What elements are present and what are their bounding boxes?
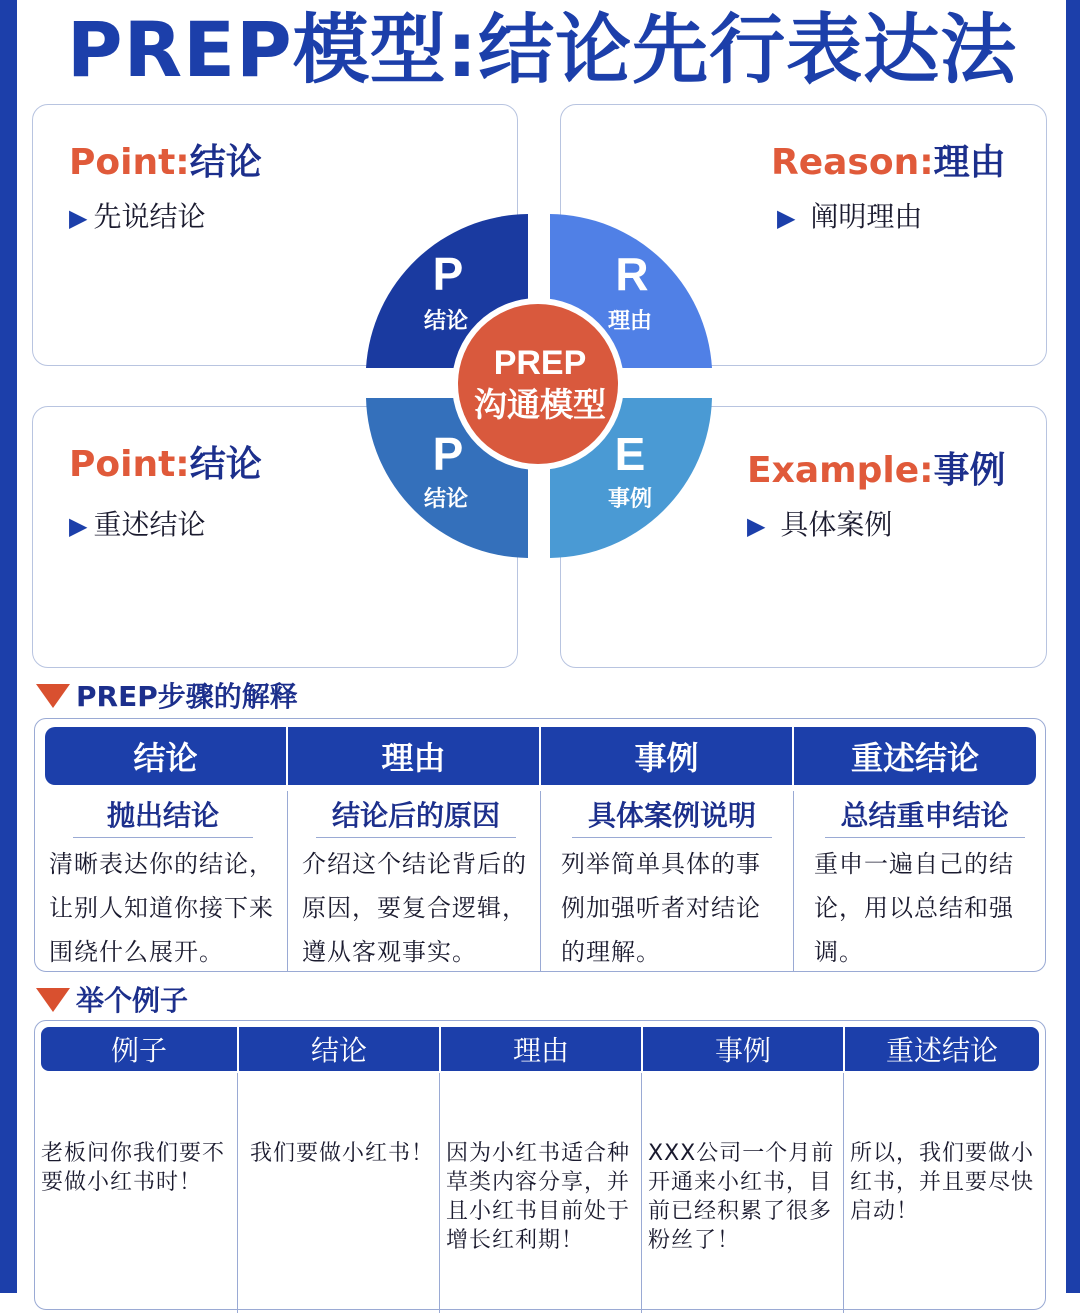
wheel-letter-r: R bbox=[615, 248, 649, 300]
header-cell: 重述结论 bbox=[843, 1027, 1039, 1071]
section-heading-steps: PREP步骤的解释 bbox=[36, 680, 298, 714]
table-cell bbox=[843, 1073, 1045, 1313]
wheel-letter-e: E bbox=[614, 428, 646, 480]
wheel-letter-p-bottom: P bbox=[432, 428, 464, 480]
table-cell bbox=[439, 1073, 641, 1313]
quadrant-title: Example:事例 bbox=[747, 450, 1006, 491]
cell-text: 因为小红书适合种草类内容分享，并且小红书目前处于增长红利期！ bbox=[446, 1141, 631, 1253]
wheel-center-line1: PREP bbox=[493, 344, 587, 382]
wheel-center-line2: 沟通模型 bbox=[474, 385, 606, 424]
cell-text: 清晰表达你的结论，让别人知道你接下来围绕什么展开。 bbox=[49, 850, 274, 966]
wheel-label: 结论 bbox=[423, 309, 469, 334]
cell-text: 老板问你我们要不要做小红书时！ bbox=[41, 1141, 226, 1195]
header-cell: 事例 bbox=[539, 727, 792, 785]
table-cell bbox=[287, 791, 540, 971]
table-cell bbox=[641, 1073, 843, 1313]
quadrant-subtitle: ▶ 先说结论 bbox=[69, 200, 206, 233]
right-border bbox=[1066, 0, 1080, 1293]
prep-wheel bbox=[360, 210, 720, 570]
cell-text: 列举简单具体的事例加强听者对结论的理解。 bbox=[561, 850, 761, 966]
triangle-bullet-icon: ▶ bbox=[777, 204, 796, 232]
header-cell: 结论 bbox=[133, 739, 198, 777]
table-cell bbox=[793, 791, 1045, 971]
example-table bbox=[34, 1020, 1046, 1310]
wheel-label: 事例 bbox=[607, 487, 653, 512]
cell-text: 介绍这个结论背后的原因，要复合逻辑，遵从客观事实。 bbox=[302, 850, 527, 966]
cell-text: 所以，我们要做小红书，并且要尽快启动！ bbox=[850, 1141, 1035, 1224]
wheel-label: 结论 bbox=[423, 487, 469, 512]
header-cell: 理由 bbox=[439, 1027, 641, 1071]
header-cell: 结论 bbox=[237, 1027, 439, 1071]
cell-text: XXX公司一个月前开通来小红书，目前已经积累了很多粉丝了！ bbox=[648, 1141, 835, 1253]
table-cell bbox=[35, 791, 287, 971]
quadrant-subtitle: ▶ 重述结论 bbox=[69, 508, 206, 541]
cell-subtitle: 具体案例说明 bbox=[572, 797, 772, 838]
header-cell: 例子 bbox=[110, 1034, 167, 1067]
example-table-header bbox=[41, 1027, 1039, 1071]
quadrant-subtitle: ▶ 具体案例 bbox=[747, 508, 893, 541]
table-cell bbox=[237, 1073, 439, 1313]
cell-subtitle: 总结重申结论 bbox=[825, 797, 1025, 838]
quadrant-subtitle: ▶ 阐明理由 bbox=[777, 200, 923, 233]
steps-table bbox=[34, 718, 1046, 972]
section-heading-example: 举个例子 bbox=[36, 984, 188, 1018]
triangle-bullet-icon: ▶ bbox=[69, 512, 88, 540]
cell-subtitle: 抛出结论 bbox=[73, 797, 253, 838]
header-cell: 重述结论 bbox=[792, 727, 1036, 785]
example-table-body bbox=[35, 1073, 1045, 1313]
table-cell bbox=[540, 791, 793, 971]
wheel-letter-p-top: P bbox=[432, 248, 464, 300]
wheel-label: 理由 bbox=[607, 309, 653, 334]
table-cell bbox=[35, 1073, 237, 1313]
cell-text: 我们要做小红书！ bbox=[250, 1141, 435, 1166]
quadrant-title: Reason:理由 bbox=[771, 142, 1006, 183]
triangle-down-icon bbox=[36, 684, 70, 708]
cell-text: 重申一遍自己的结论，用以总结和强调。 bbox=[814, 850, 1014, 966]
cell-subtitle: 结论后的原因 bbox=[316, 797, 516, 838]
left-border bbox=[0, 0, 17, 1293]
wheel-center bbox=[458, 304, 618, 464]
header-cell: 事例 bbox=[641, 1027, 843, 1071]
triangle-bullet-icon: ▶ bbox=[747, 512, 766, 540]
page-title: PREP模型:结论先行表达法 bbox=[66, 5, 1018, 94]
header-cell: 理由 bbox=[286, 727, 539, 785]
steps-table-body bbox=[35, 791, 1045, 971]
triangle-bullet-icon: ▶ bbox=[69, 204, 88, 232]
triangle-down-icon bbox=[36, 988, 70, 1012]
quadrant-title: Point:结论 bbox=[69, 142, 262, 183]
steps-table-header bbox=[45, 727, 1036, 785]
quadrant-title: Point:结论 bbox=[69, 444, 262, 485]
